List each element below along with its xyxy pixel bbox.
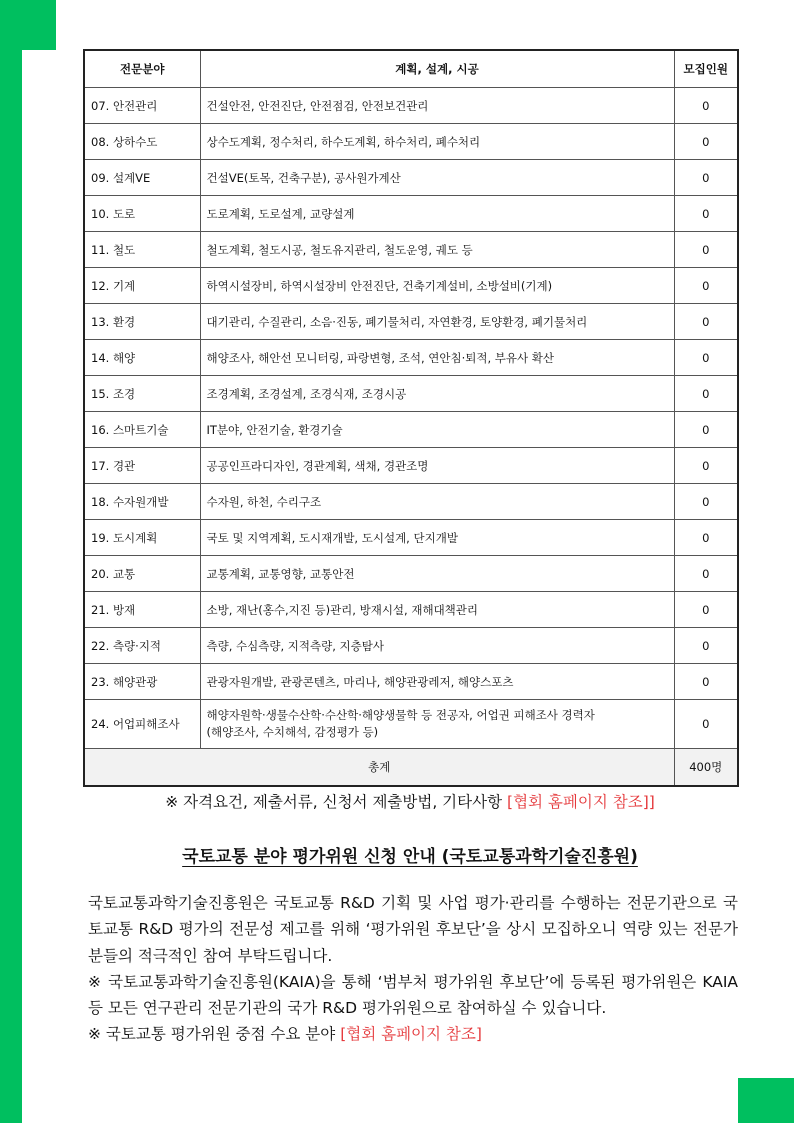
cell-count: 0 [674, 124, 738, 160]
cell-field: 17. 경관 [84, 448, 200, 484]
cell-plan-line1: 해양자원학·생물수산학·수산학·해양생물학 등 전공자, 어업권 피해조사 경력자 [206, 708, 595, 722]
cell-plan: 건설안전, 안전진단, 안전점검, 안전보건관리 [200, 88, 674, 124]
cell-count: 0 [674, 700, 738, 749]
cell-plan: 철도계획, 철도시공, 철도유지관리, 철도운영, 궤도 등 [200, 232, 674, 268]
table-row [84, 232, 738, 268]
header-plan: 계획, 설계, 시공 [200, 50, 674, 88]
cell-field: 19. 도시계획 [84, 520, 200, 556]
cell-count: 0 [674, 376, 738, 412]
table-row [84, 124, 738, 160]
body-paragraph-2: ※ 국토교통과학기술진흥원(KAIA)을 통해 ‘범부처 평가위원 후보단’에 등록된 평가위원은 KAIA 등 모든 연구관리 전문기관의 국가 R&D 평가위원으로 참여하실 수 있습니다. [88, 972, 738, 1018]
note-link[interactable]: [협회 홈페이지 참조]] [507, 793, 655, 811]
para3-link[interactable]: [협회 홈페이지 참조] [340, 1025, 482, 1044]
cell-plan: 수자원, 하천, 수리구조 [200, 484, 674, 520]
cell-field: 23. 해양관광 [84, 664, 200, 700]
table-row [84, 700, 738, 749]
cell-count: 0 [674, 592, 738, 628]
cell-count: 0 [674, 556, 738, 592]
table-row [84, 448, 738, 484]
table-row [84, 520, 738, 556]
cell-count: 0 [674, 232, 738, 268]
cell-plan: IT분야, 안전기술, 환경기술 [200, 412, 674, 448]
note-text: ※ 자격요건, 제출서류, 신청서 제출방법, 기타사항 [165, 793, 508, 811]
decor-strip-left [0, 0, 22, 1123]
cell-plan: 하역시설장비, 하역시설장비 안전진단, 건축기계설비, 소방설비(기계) [200, 268, 674, 304]
cell-count: 0 [674, 448, 738, 484]
cell-plan: 교통계획, 교통영향, 교통안전 [200, 556, 674, 592]
table-row [84, 304, 738, 340]
cell-field: 14. 해양 [84, 340, 200, 376]
cell-count: 0 [674, 484, 738, 520]
cell-field: 21. 방재 [84, 592, 200, 628]
cell-count: 0 [674, 412, 738, 448]
table-row [84, 592, 738, 628]
cell-plan: 상수도계획, 정수처리, 하수도계획, 하수처리, 폐수처리 [200, 124, 674, 160]
para3-text: ※ 국토교통 평가위원 중점 수요 분야 [88, 1025, 341, 1044]
cell-field: 11. 철도 [84, 232, 200, 268]
cell-count: 0 [674, 304, 738, 340]
cell-plan: 도로계획, 도로설계, 교량설계 [200, 196, 674, 232]
table-row [84, 376, 738, 412]
cell-plan: 국토 및 지역계획, 도시재개발, 도시설계, 단지개발 [200, 520, 674, 556]
cell-plan: 건설VE(토목, 건축구분), 공사원가계산 [200, 160, 674, 196]
cell-plan: 측량, 수심측량, 지적측량, 지층탐사 [200, 628, 674, 664]
cell-count: 0 [674, 664, 738, 700]
decor-block-top [22, 0, 56, 50]
table-row [84, 268, 738, 304]
cell-count: 0 [674, 196, 738, 232]
cell-field: 09. 설계VE [84, 160, 200, 196]
body-paragraph-3 [88, 1021, 738, 1047]
cell-plan: 해양조사, 해안선 모니터링, 파랑변형, 조석, 연안침·퇴적, 부유사 확산 [200, 340, 674, 376]
table-total-row [84, 749, 738, 787]
cell-plan: 조경계획, 조경설계, 조경식재, 조경시공 [200, 376, 674, 412]
cell-plan [200, 700, 674, 749]
cell-plan: 관광자원개발, 관광콘텐츠, 마리나, 해양관광레저, 해양스포츠 [200, 664, 674, 700]
cell-count: 0 [674, 160, 738, 196]
cell-field: 22. 측량·지적 [84, 628, 200, 664]
cell-field: 08. 상하수도 [84, 124, 200, 160]
recruitment-table [83, 49, 739, 787]
cell-field: 16. 스마트기술 [84, 412, 200, 448]
decor-block-bottom-right [738, 1078, 794, 1123]
total-label: 총계 [84, 749, 674, 787]
cell-field: 20. 교통 [84, 556, 200, 592]
cell-plan: 공공인프라디자인, 경관계획, 색채, 경관조명 [200, 448, 674, 484]
cell-field: 15. 조경 [84, 376, 200, 412]
cell-field: 10. 도로 [84, 196, 200, 232]
header-field: 전문분야 [84, 50, 200, 88]
total-count: 400명 [674, 749, 738, 787]
cell-plan: 소방, 재난(홍수,지진 등)관리, 방재시설, 재해대책관리 [200, 592, 674, 628]
table-row [84, 88, 738, 124]
table-row [84, 196, 738, 232]
table-row [84, 160, 738, 196]
body-paragraph-1: 국토교통과학기술진흥원은 국토교통 R&D 기획 및 사업 평가·관리를 수행하는 전문기관으로 국토교통 R&D 평가의 전문성 제고를 위해 ‘평가위원 후보단’을 상시 모집하오니 역량 있는 전문가분들의 적극적인 참여 부탁드립니다. [88, 894, 738, 965]
header-count: 모집인원 [674, 50, 738, 88]
table-row [84, 664, 738, 700]
cell-count: 0 [674, 628, 738, 664]
table-row [84, 484, 738, 520]
table-row [84, 556, 738, 592]
cell-plan: 대기관리, 수질관리, 소음·진동, 폐기물처리, 자연환경, 토양환경, 폐기물처리 [200, 304, 674, 340]
requirements-note [83, 790, 737, 812]
cell-field: 18. 수자원개발 [84, 484, 200, 520]
cell-field: 07. 안전관리 [84, 88, 200, 124]
cell-plan-line2: (해양조사, 수치해석, 감정평가 등) [206, 725, 379, 739]
cell-field: 24. 어업피해조사 [84, 700, 200, 749]
cell-count: 0 [674, 88, 738, 124]
cell-count: 0 [674, 268, 738, 304]
cell-count: 0 [674, 520, 738, 556]
table-row [84, 412, 738, 448]
table-row [84, 340, 738, 376]
cell-field: 12. 기계 [84, 268, 200, 304]
cell-field: 13. 환경 [84, 304, 200, 340]
section-title: 국토교통 분야 평가위원 신청 안내 (국토교통과학기술진흥원) [182, 847, 638, 867]
table-header-row [84, 50, 738, 88]
section-body [88, 890, 738, 1048]
table-row [84, 628, 738, 664]
cell-count: 0 [674, 340, 738, 376]
